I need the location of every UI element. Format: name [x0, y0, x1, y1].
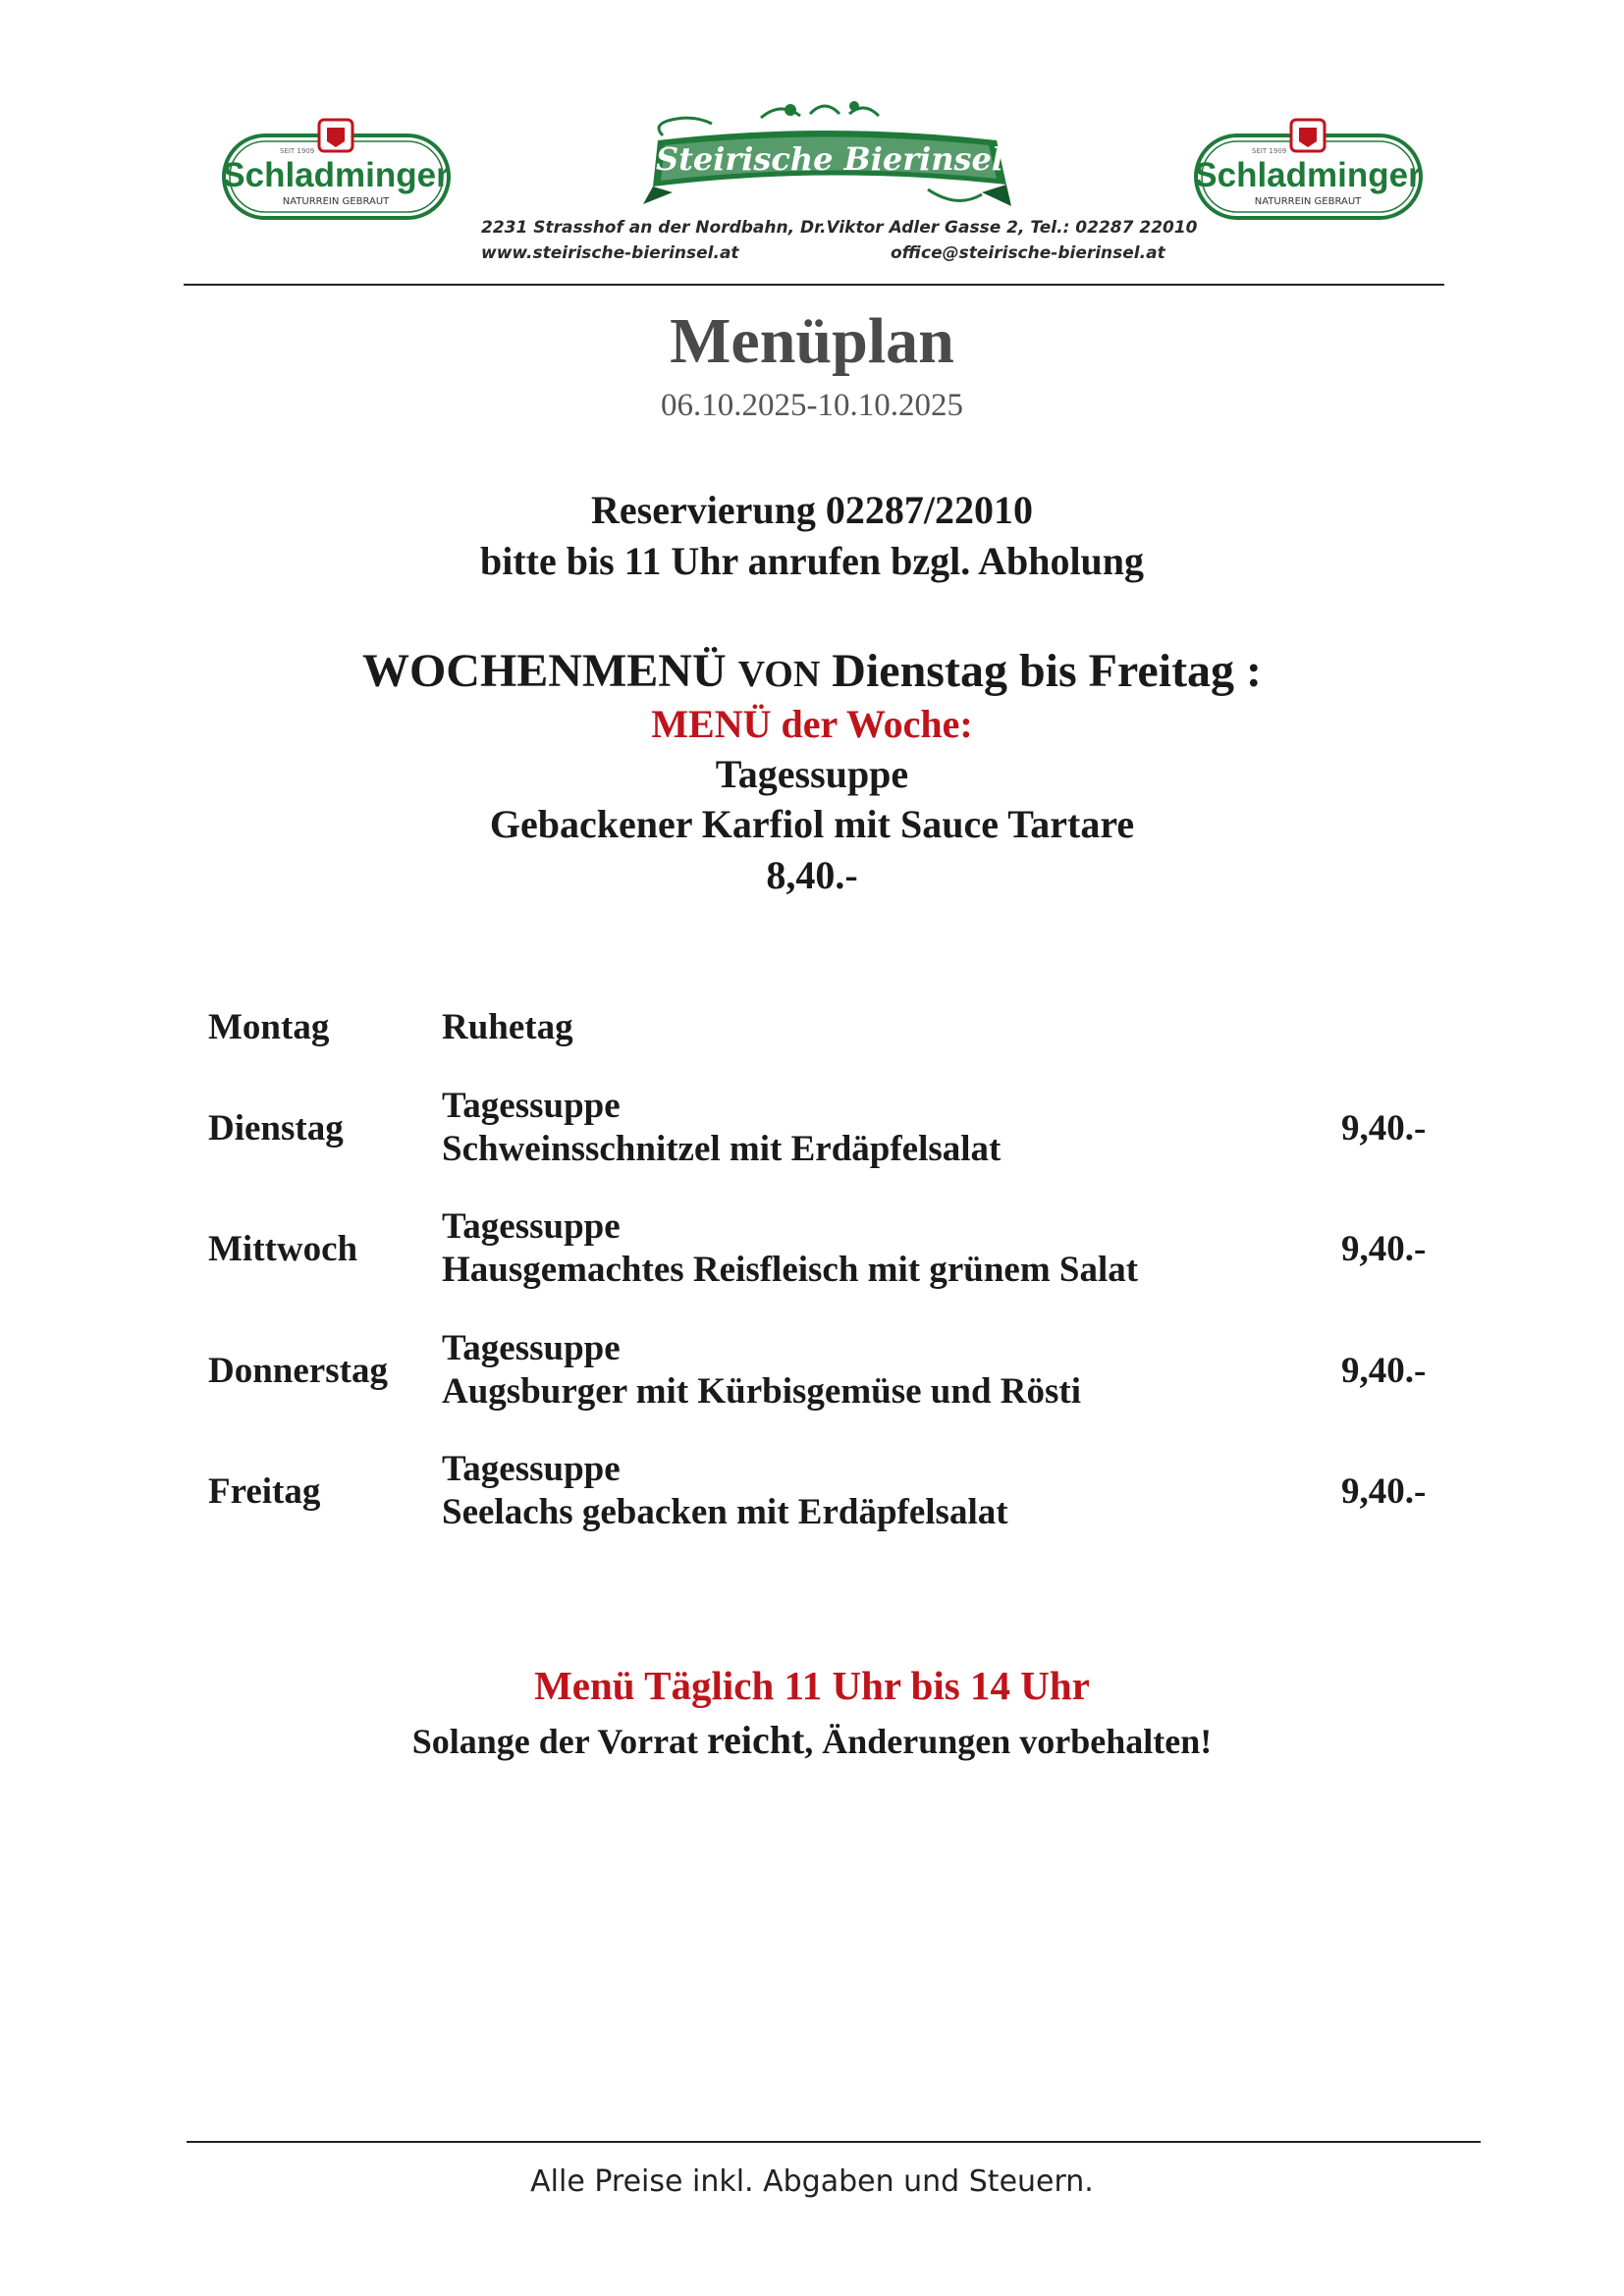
weekly-heading-part1: WOCHENMENÜ: [361, 645, 738, 697]
donnerstag-price: 9,40.-: [1341, 1351, 1427, 1391]
dienstag-price: 9,40.-: [1341, 1108, 1427, 1148]
day-mittwoch: Mittwoch: [208, 1229, 358, 1269]
logo-brand-text: Schladminger: [222, 156, 450, 194]
weekly-price: 8,40.-: [766, 853, 858, 897]
header-divider: [184, 284, 1444, 286]
montag-note: Ruhetag: [442, 1007, 573, 1047]
logo-sub-text: NATURREIN GEBRAUT: [1254, 196, 1362, 207]
day-dienstag: Dienstag: [208, 1108, 344, 1148]
freitag-soup: Tagessuppe: [442, 1449, 621, 1489]
mittwoch-price: 9,40.-: [1341, 1229, 1427, 1269]
donnerstag-dish: Augsburger mit Kürbisgemüse und Rösti: [442, 1371, 1082, 1412]
website-link[interactable]: www.steirische-bierinsel.at: [481, 243, 739, 263]
reservation-line-2: bitte bis 11 Uhr anrufen bzgl. Abholung: [479, 539, 1145, 583]
disclaimer-part3: , Änderungen vorbehalten!: [804, 1722, 1213, 1761]
weekly-dish: Gebackener Karfiol mit Sauce Tartare: [489, 802, 1135, 846]
leaf-ornament-icon: [761, 106, 879, 118]
weekly-heading-part3: Dienstag bis Freitag :: [820, 645, 1263, 697]
disclaimer: [0, 1718, 1624, 1762]
weekly-heading-part2: VON: [737, 654, 821, 695]
page-title: Menüplan: [670, 305, 954, 377]
banner-text: Steirische Bierinsel: [655, 140, 1004, 178]
email-link[interactable]: office@steirische-bierinsel.at: [891, 243, 1165, 263]
weekly-soup: Tagessuppe: [715, 752, 909, 796]
weekly-heading: [0, 645, 1624, 697]
disclaimer-part1: Solange der Vorrat: [411, 1722, 708, 1761]
daily-menu-note: Menü Täglich 11 Uhr bis 14 Uhr: [534, 1663, 1090, 1708]
disclaimer-part2: reicht: [707, 1718, 805, 1762]
dienstag-dish: Schweinsschnitzel mit Erdäpfelsalat: [442, 1129, 1001, 1169]
schladminger-logo-right: [1193, 116, 1424, 239]
logo-seit-text: SEIT 1909: [1252, 147, 1287, 155]
footer-note: Alle Preise inkl. Abgaben und Steuern.: [530, 2164, 1094, 2199]
day-montag: Montag: [208, 1007, 330, 1047]
logo-seit-text: SEIT 1909: [280, 147, 315, 155]
logo-brand-text: Schladminger: [1194, 156, 1422, 194]
day-donnerstag: Donnerstag: [208, 1351, 388, 1391]
logo-sub-text: NATURREIN GEBRAUT: [282, 196, 390, 207]
schladminger-logo-left: [221, 116, 452, 239]
date-range: 06.10.2025-10.10.2025: [661, 388, 963, 423]
day-freitag: Freitag: [208, 1471, 321, 1512]
freitag-price: 9,40.-: [1341, 1471, 1427, 1512]
reservation-line-1: Reservierung 02287/22010: [591, 488, 1033, 532]
dienstag-soup: Tagessuppe: [442, 1086, 621, 1126]
mittwoch-soup: Tagessuppe: [442, 1206, 621, 1247]
address-line: 2231 Strasshof an der Nordbahn, Dr.Viktor Adler Gasse 2, Tel.: 02287 22010: [481, 218, 1198, 238]
weekly-label: MENÜ der Woche:: [651, 702, 973, 746]
freitag-dish: Seelachs gebacken mit Erdäpfelsalat: [442, 1492, 1008, 1532]
donnerstag-soup: Tagessuppe: [442, 1328, 621, 1368]
steirische-bierinsel-logo: [643, 96, 1011, 212]
mittwoch-dish: Hausgemachtes Reisfleisch mit grünem Salat: [442, 1250, 1139, 1290]
footer-divider: [187, 2141, 1481, 2143]
